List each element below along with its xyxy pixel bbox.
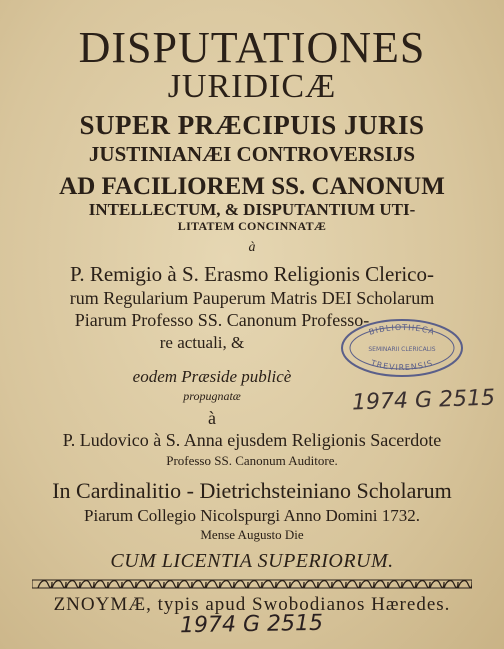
date-line: Mense Augusto Die: [200, 527, 304, 542]
title-line-2: JURIDICÆ: [167, 68, 337, 105]
defender-line-1: P. Ludovico à S. Anna ejusdem Religionis Sacerdote: [62, 430, 442, 450]
title-line-5: AD FACILIOREM SS. CANONUM: [59, 173, 445, 200]
svg-text:BIBLIOTHECA: [368, 323, 436, 337]
author-line-1: P. Remigio à S. Erasmo Religionis Clerico-: [70, 262, 434, 286]
author-line-2: rum Regularium Pauperum Matris DEI Scholarum: [69, 288, 435, 308]
stamp-top-text: BIBLIOTHECA: [367, 322, 437, 337]
praeside-line: eodem Præside publicè: [132, 367, 292, 386]
title-line-8: à: [248, 240, 256, 255]
imprint-line: ZNOYMÆ, typis apud Swobodianos Hæredes.: [53, 594, 451, 615]
stamp-bottom-text: TREVIRENSIS: [369, 358, 435, 373]
svg-text:TREVIRENSIS: [369, 358, 434, 372]
title-line-6: INTELLECTUM, & DISPUTANTIUM UTI-: [88, 200, 416, 219]
author-line-4: re actuali, &: [159, 333, 245, 352]
title-line-3: SUPER PRÆCIPUIS JURIS: [79, 110, 425, 140]
place-line-1: In Cardinalitio - Dietrichsteiniano Scholarum: [52, 478, 452, 503]
licentia-line: CUM LICENTIA SUPERIORUM.: [110, 550, 394, 572]
stamp-middle-text: SEMINARII CLERICALIS: [368, 346, 436, 353]
a-line: à: [208, 408, 216, 428]
author-line-3: Piarum Professo SS. Canonum Professo-: [74, 310, 370, 330]
title-line-7: LITATEM CONCINNATÆ: [177, 219, 327, 233]
defender-line-2: Professo SS. Canonum Auditore.: [166, 453, 338, 468]
handwritten-shelfmark-1: 1974 G 2515: [351, 385, 496, 416]
title-line-1: DISPUTATIONES: [78, 23, 426, 72]
ornament-rule: [32, 577, 472, 591]
title-line-4: JUSTINIANÆI CONTROVERSIJS: [88, 142, 416, 166]
place-line-2: Piarum Collegio Nicolspurgi Anno Domini 1732.: [84, 506, 420, 525]
handwritten-shelfmark-2: 1974 G 2515: [179, 610, 324, 639]
library-stamp: [340, 318, 465, 378]
propugnatae-line: propugnatæ: [183, 389, 241, 403]
